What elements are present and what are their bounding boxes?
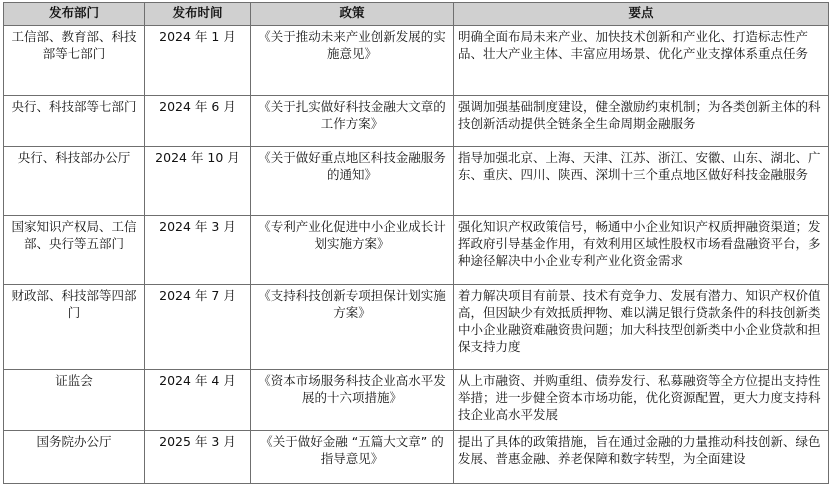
cell-policy: 《支持科技创新专项担保计划实施方案》 <box>251 285 454 370</box>
cell-key-points: 提出了具体的政策措施，旨在通过金融的力量推动科技创新、绿色发展、普惠金融、养老保障和数字转型，为全面建设 <box>454 431 829 484</box>
policy-table <box>3 2 829 484</box>
header-department: 发布部门 <box>4 3 145 26</box>
cell-date: 2024 年 10 月 <box>145 147 251 216</box>
cell-key-points: 着力解决项目有前景、技术有竞争力、发展有潜力、知识产权价值高，但因缺少有效抵质押物、难以满足银行贷款条件的科技创新类中小企业融资难融资贵问题；加大科技型创新类中小企业贷款和担保支持力度 <box>454 285 829 370</box>
table-row <box>4 26 829 96</box>
table-row <box>4 431 829 484</box>
cell-department: 国家知识产权局、工信部、央行等五部门 <box>4 216 145 285</box>
cell-department: 央行、科技部办公厅 <box>4 147 145 216</box>
cell-policy: 《关于做好金融 “五篇大文章” 的指导意见》 <box>251 431 454 484</box>
cell-key-points: 明确全面布局未来产业、加快技术创新和产业化、打造标志性产品、壮大产业主体、丰富应用场景、优化产业支撑体系重点任务 <box>454 26 829 96</box>
cell-date: 2024 年 1 月 <box>145 26 251 96</box>
cell-department: 央行、科技部等七部门 <box>4 96 145 147</box>
cell-date: 2024 年 7 月 <box>145 285 251 370</box>
table-row <box>4 96 829 147</box>
cell-key-points: 从上市融资、并购重组、债券发行、私募融资等全方位提出支持性举措；进一步健全资本市场功能，优化资源配置，更大力度支持科技企业高水平发展 <box>454 370 829 431</box>
cell-date: 2025 年 3 月 <box>145 431 251 484</box>
cell-date: 2024 年 3 月 <box>145 216 251 285</box>
cell-department: 财政部、科技部等四部门 <box>4 285 145 370</box>
cell-policy: 《专利产业化促进中小企业成长计划实施方案》 <box>251 216 454 285</box>
header-date: 发布时间 <box>145 3 251 26</box>
header-row <box>4 3 829 26</box>
table-row <box>4 285 829 370</box>
cell-policy: 《关于扎实做好科技金融大文章的工作方案》 <box>251 96 454 147</box>
cell-policy: 《资本市场服务科技企业高水平发展的十六项措施》 <box>251 370 454 431</box>
cell-department: 证监会 <box>4 370 145 431</box>
cell-policy: 《关于做好重点地区科技金融服务的通知》 <box>251 147 454 216</box>
header-policy: 政策 <box>251 3 454 26</box>
header-key-points: 要点 <box>454 3 829 26</box>
cell-date: 2024 年 6 月 <box>145 96 251 147</box>
cell-policy: 《关于推动未来产业创新发展的实施意见》 <box>251 26 454 96</box>
cell-key-points: 强调加强基础制度建设，健全激励约束机制；为各类创新主体的科技创新活动提供全链条全生命周期金融服务 <box>454 96 829 147</box>
table-row <box>4 216 829 285</box>
cell-department: 工信部、教育部、科技部等七部门 <box>4 26 145 96</box>
cell-department: 国务院办公厅 <box>4 431 145 484</box>
table-row <box>4 370 829 431</box>
cell-date: 2024 年 4 月 <box>145 370 251 431</box>
cell-key-points: 指导加强北京、上海、天津、江苏、浙江、安徽、山东、湖北、广东、重庆、四川、陕西、深圳十三个重点地区做好科技金融服务 <box>454 147 829 216</box>
cell-key-points: 强化知识产权政策信号，畅通中小企业知识产权质押融资渠道；发挥政府引导基金作用，有效利用区域性股权市场看盘融资平台，多种途径解决中小企业专利产业化资金需求 <box>454 216 829 285</box>
table-row <box>4 147 829 216</box>
